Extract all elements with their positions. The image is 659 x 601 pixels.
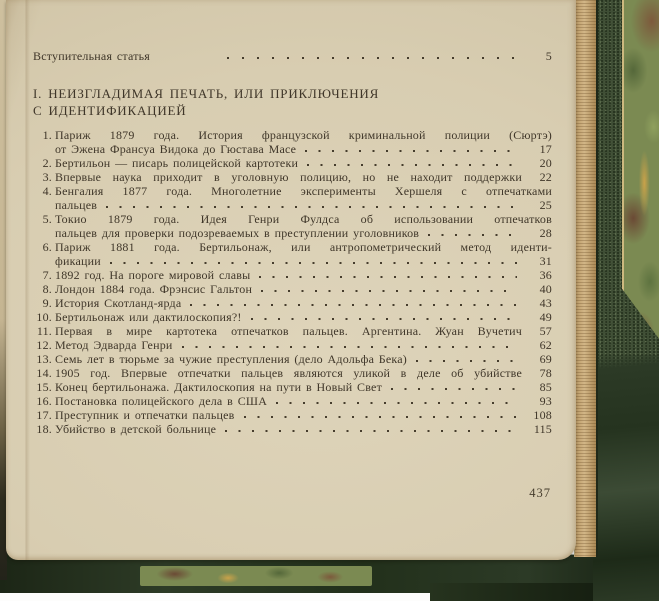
toc-line	[33, 338, 552, 352]
entry-number	[33, 198, 52, 212]
entry-title: Бенгалия 1877 года. Многолетние эксперименты Хершеля с отпечатками	[55, 184, 552, 198]
entry-page-number: 49	[539, 310, 552, 324]
entry-page-number: 43	[539, 296, 552, 310]
entry-title: Впервые наука приходит в уголовную полицию, но не находит поддержки	[55, 170, 522, 184]
toc-line	[33, 310, 552, 324]
entry-title: Метод Эдварда Генри	[55, 338, 173, 352]
toc-line	[33, 240, 552, 254]
entry-title: Постановка полицейского дела в США	[55, 394, 268, 408]
toc-line	[33, 198, 552, 212]
entry-number: 8.	[42, 282, 52, 296]
entry-number	[33, 254, 52, 268]
entry-title: 1892 год. На пороге мировой славы	[55, 268, 251, 282]
dot-leader	[258, 268, 517, 282]
entry-number: 18.	[36, 422, 52, 436]
entry-title: Преступник и отпечатки пальцев	[55, 408, 235, 422]
toc-line	[33, 226, 552, 240]
dot-leader	[226, 49, 517, 63]
page-content	[33, 49, 552, 436]
toc-line	[33, 422, 552, 436]
entry-title: пальцев	[55, 198, 98, 212]
toc-line	[33, 142, 552, 156]
dot-leader	[105, 198, 517, 212]
entry-number: 6.	[42, 240, 52, 254]
entry-page-number: 69	[539, 352, 552, 366]
entry-number	[33, 142, 52, 156]
entry-number: 5.	[42, 212, 52, 226]
entry-number: 1.	[42, 128, 52, 142]
intro-page-number: 5	[545, 49, 552, 63]
entry-number: 15.	[36, 380, 52, 394]
dot-leader	[260, 282, 517, 296]
toc-line	[33, 380, 552, 394]
entry-page-number: 40	[539, 282, 552, 296]
dot-leader	[304, 142, 517, 156]
entry-title: фикации	[55, 254, 101, 268]
dot-leader	[243, 408, 517, 422]
toc-line	[33, 352, 552, 366]
entry-title: от Эжена Франсуа Видока до Гюстава Масе	[55, 142, 297, 156]
toc-line	[33, 394, 552, 408]
entry-page-number: 115	[533, 422, 552, 436]
entry-title: пальцев для проверки подозреваемых в преступлении уголовников	[55, 226, 420, 240]
leather-cover-corner	[593, 355, 659, 601]
toc-line	[33, 268, 552, 282]
dot-leader	[224, 422, 517, 436]
entry-number: 11.	[36, 324, 52, 338]
dot-leader	[390, 380, 517, 394]
toc-line	[33, 296, 552, 310]
entry-title: Париж 1881 года. Бертильонаж, или антропометрический метод иденти-	[55, 240, 552, 254]
toc-line	[33, 408, 552, 422]
toc-line	[33, 184, 552, 198]
entry-number: 2.	[42, 156, 52, 170]
entry-page-number: 78	[539, 366, 552, 380]
entry-number: 13.	[36, 352, 52, 366]
entry-title: Первая в мире картотека отпечатков пальцев. Аргентина. Жуан Вучетич	[55, 324, 522, 338]
entry-title: 1905 год. Впервые отпечатки пальцев являются уликой в деле об убийстве	[55, 366, 522, 380]
toc-line	[33, 212, 552, 226]
entry-number	[33, 226, 52, 240]
entry-title: Убийство в детской больнице	[55, 422, 217, 436]
heading-line-2: С ИДЕНТИФИКАЦИЕЙ	[33, 103, 187, 118]
entry-page-number: 22	[539, 170, 552, 184]
dot-leader	[306, 156, 517, 170]
entry-title: Париж 1879 года. История французской криминальной полиции (Сюртэ)	[55, 128, 552, 142]
dot-leader	[427, 226, 517, 240]
entry-title: Семь лет в тюрьме за чужие преступления (дело Адольфа Бека)	[55, 352, 407, 366]
dot-leader	[275, 394, 517, 408]
intro-row	[33, 49, 552, 63]
entry-number: 10.	[36, 310, 52, 324]
dot-leader	[189, 296, 517, 310]
entry-page-number: 20	[539, 156, 552, 170]
entry-number: 4.	[42, 184, 52, 198]
entry-number: 9.	[42, 296, 52, 310]
entry-page-number: 85	[539, 380, 552, 394]
entry-page-number: 93	[539, 394, 552, 408]
dot-leader	[181, 338, 517, 352]
dot-leader	[109, 254, 517, 268]
dot-leader	[415, 352, 517, 366]
entry-number: 14.	[36, 366, 52, 380]
toc-line	[33, 254, 552, 268]
entry-title: История Скотланд-ярда	[55, 296, 182, 310]
entry-number: 3.	[42, 170, 52, 184]
page-edge-stack	[574, 0, 598, 557]
chapter-heading	[33, 85, 552, 119]
toc-line	[33, 282, 552, 296]
bottom-marbled-strip	[140, 566, 372, 586]
entry-page-number: 62	[539, 338, 552, 352]
toc-line	[33, 156, 552, 170]
entry-page-number: 28	[539, 226, 552, 240]
toc-list	[33, 128, 552, 436]
toc-line	[33, 366, 552, 380]
entry-number: 16.	[36, 394, 52, 408]
toc-line	[33, 170, 552, 184]
entry-page-number: 25	[539, 198, 552, 212]
entry-page-number: 17	[539, 142, 552, 156]
entry-title: Лондон 1884 года. Фрэнсис Гальтон	[55, 282, 253, 296]
entry-number: 17.	[36, 408, 52, 422]
entry-number: 12.	[36, 338, 52, 352]
entry-page-number: 36	[539, 268, 552, 282]
dot-leader	[250, 310, 517, 324]
entry-page-number: 108	[533, 408, 552, 422]
folio-page-number: 437	[529, 486, 551, 500]
entry-title: Бертильонаж или дактилоскопия?!	[55, 310, 242, 324]
entry-title: Токио 1879 года. Идея Генри Фулдса об использовании отпечатков	[55, 212, 552, 226]
intro-label: Вступительная статья	[33, 49, 151, 63]
entry-title: Конец бертильонажа. Дактилоскопия на пути в Новый Свет	[55, 380, 383, 394]
entry-number: 7.	[42, 268, 52, 282]
entry-page-number: 57	[539, 324, 552, 338]
entry-title: Бертильон — писарь полицейской картотеки	[55, 156, 299, 170]
toc-line	[33, 324, 552, 338]
heading-line-1: I. НЕИЗГЛАДИМАЯ ПЕЧАТЬ, ИЛИ ПРИКЛЮЧЕНИЯ	[33, 86, 380, 101]
entry-page-number: 31	[539, 254, 552, 268]
toc-line	[33, 128, 552, 142]
